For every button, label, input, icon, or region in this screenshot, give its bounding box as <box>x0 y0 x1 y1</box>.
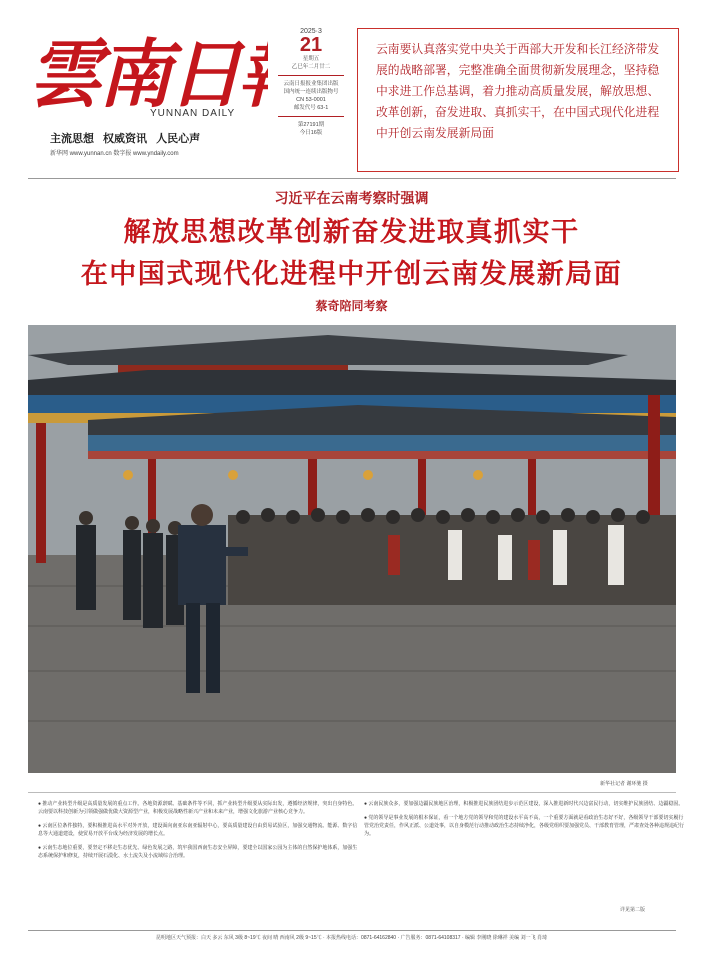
issue-lunar: 乙巳年二月廿二 <box>291 64 331 70</box>
lead-quote-text: 云南要认真落实党中央关于西部大开发和长江经济带发展的战略部署，完整准确全面贯彻新发展理念，坚持稳中求进工作总基调，着力推动高质量发展，解放思想、改革创新，奋发进取、真抓实干，在中国式现代化进程中开创云南发展新局面 <box>376 42 660 140</box>
body-paragraph: ● 推动产业转型升级是高质量发展的重点工作。各地资源禀赋、基础条件等不同，抓产业转型升级要从实际出发，遵循经济规律，突出自身特色。云南要以科技创新为引领做强做优做大资源型产业，积极发展战略性新兴产业和未来产业，增强文化旅游产业核心竞争力。 <box>38 801 358 815</box>
issue-sponsor-1: 云南日报报业集团出版 <box>283 81 339 87</box>
photo-credit: 新华社记者 谢环驰 摄 <box>600 781 648 787</box>
english-name: YUNNAN DAILY <box>150 108 236 119</box>
issue-weekday: 星期五 <box>302 56 320 62</box>
headline-line-2[interactable]: 在中国式现代化进程中开创云南发展新局面 <box>80 259 623 290</box>
lead-photo[interactable] <box>28 325 676 773</box>
web-links[interactable]: 新华网 www.yunnan.cn 数字报 www.yndaily.com <box>50 151 179 157</box>
issue-day: 21 <box>299 34 323 56</box>
headline-kicker: 习近平在云南考察时强调 <box>274 191 429 207</box>
issue-cn-number: CN 53-0001 <box>296 97 326 103</box>
issue-sponsor-2: 国内统一连续出版物号 <box>283 89 339 95</box>
body-paragraph: ● 云南民族众多，要加强边疆民族地区治理，积极推进民族团结进步示范区建设，深入推进新时代兴边富民行动，切实维护民族团结、边疆稳固。 <box>364 801 684 807</box>
issue-postal-code: 邮发代号 63-1 <box>293 105 329 111</box>
issue-info <box>272 28 350 137</box>
lead-quote-box <box>357 28 679 172</box>
footer-divider <box>28 930 676 931</box>
caption-divider <box>28 792 676 793</box>
issue-pages: 今日16版 <box>299 130 323 136</box>
masthead <box>0 0 703 180</box>
masthead-divider <box>28 178 676 179</box>
body-column-left <box>38 800 358 866</box>
body-paragraph: ● 云南生态地位重要，要坚定不移走生态优先、绿色发展之路，筑牢我国西南生态安全屏障，要建全以国家公园为主体的自然保护地体系，加强生态系统保护和修复，持续开展石漠化、水土流失及小流域综合治理。 <box>38 845 358 859</box>
body-paragraph: ● 云南区位条件独特，要积极推进高水平对外开放，建设面向南亚东南亚辐射中心，要高质量建设自由贸易试验区，加强交通物流、能源、数字信息等大通道建设，使贸易开放平台成为经济发展的增长点。 <box>38 823 358 837</box>
issue-year-month: 2025·3 <box>300 28 322 35</box>
headline-line-1[interactable]: 解放思想改革创新奋发进取真抓实干 <box>123 217 580 248</box>
newspaper-logo <box>28 22 268 114</box>
body-column-right <box>364 800 684 844</box>
body-paragraph: ● 党的领导是事业发展的根本保证，看一个地方党的领导和党的建设水平高不高，一个重要方面就是看政治生态好不好，各级领导干部要切实履行管党治党责任，作风正派、公道处事，以自身模范行动推动政治生态持续净化，各级党组织要加强党员、干部教育管理，严肃查处各种违规违纪行为。 <box>364 815 685 837</box>
footer-info: 昆明地区天气预报：白天 多云 东风 3级 8~19℃ 夜间 晴 西南风 2级 9~15℃ · 本报热线电话：0871-64162840 · 广告服务：0871-64108317 · 编辑 李刚晓 徐琳祥 美编 刘一飞 肖琦 <box>156 935 547 941</box>
logo-text: 雲南日 <box>28 32 238 114</box>
continued-on-page[interactable]: 详见第二版 <box>620 907 646 913</box>
issue-number: 第27191期 <box>297 122 325 128</box>
slogans: 主流思想 权威资讯 人民心声 <box>50 133 201 145</box>
subheadline: 蔡奇陪同考察 <box>315 299 388 313</box>
